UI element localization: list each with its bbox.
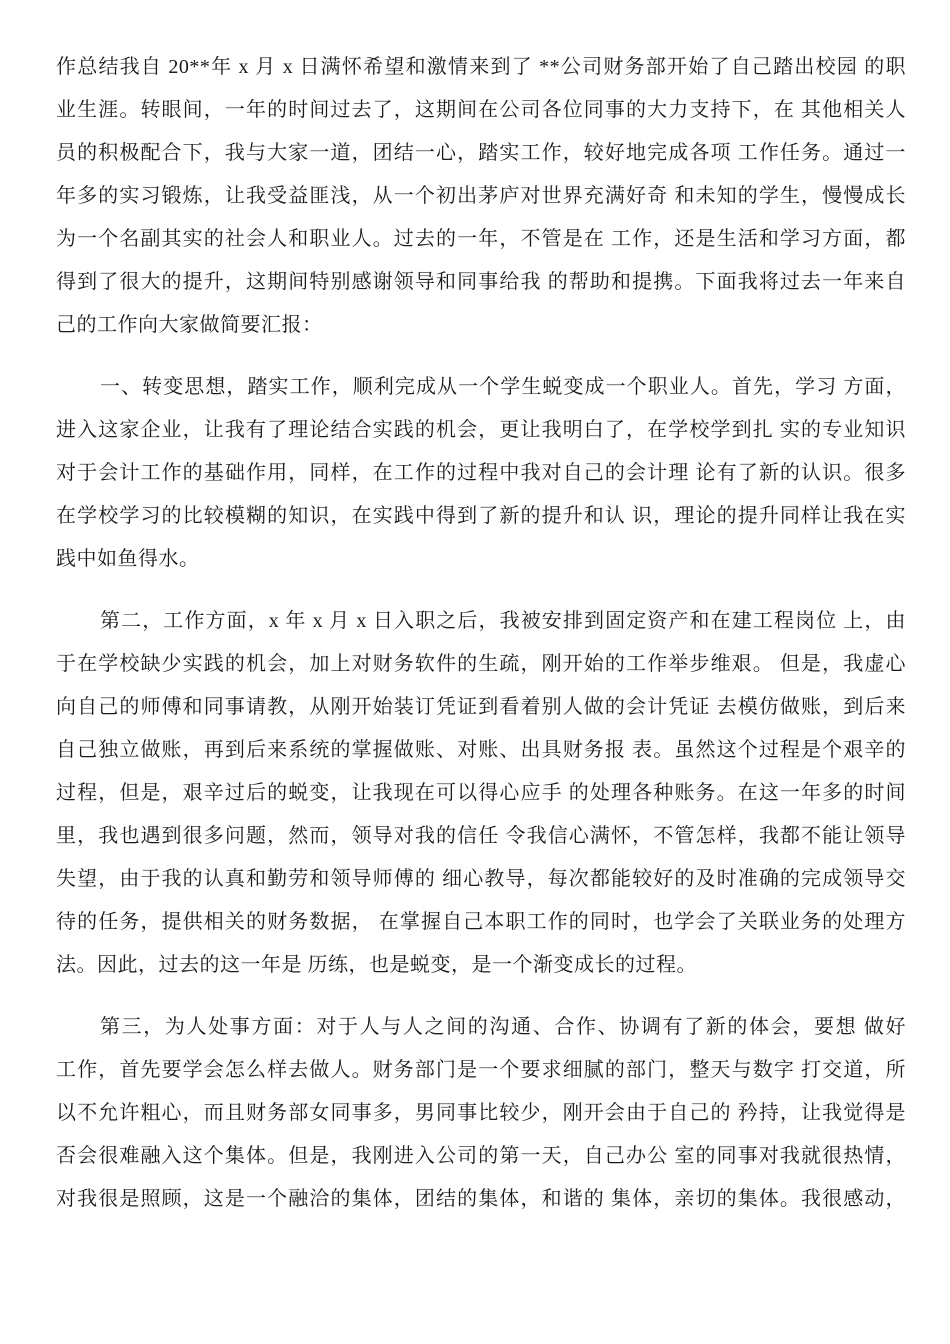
text-line: 里，我也遇到很多问题，然而，领导对我的信任 令我信心满怀，不管怎样，我都不能让领导 [56,825,906,847]
text-line: 向自己的师傅和同事请教，从刚开始装订凭证到看着别人做的会计凭证 去模仿做账，到后来 [56,696,906,718]
text-line: 第二，工作方面，x 年 x 月 x 日入职之后，我被安排到固定资产和在建工程岗位 上，由 [100,610,906,632]
text-line: 待的任务，提供相关的财务数据， 在掌握自己本职工作的同时，也学会了关联业务的处理方 [56,911,906,933]
text-line: 践中如鱼得水。 [56,548,200,570]
text-line: 业生涯。转眼间，一年的时间过去了，这期间在公司各位同事的大力支持下，在 其他相关人 [56,99,906,121]
text-line: 法。因此，过去的这一年是 历练，也是蜕变，是一个渐变成长的过程。 [56,954,697,976]
text-line: 年多的实习锻炼，让我受益匪浅，从一个初出茅庐对世界充满好奇 和未知的学生，慢慢成长 [56,185,906,207]
paragraph [56,366,906,581]
text-line: 一、转变思想，踏实工作，顺利完成从一个学生蜕变成一个职业人。首先，学习 方面， [100,376,906,398]
paragraph [56,1006,906,1221]
text-line: 以不允许粗心，而且财务部女同事多，男同事比较少，刚开会由于自己的 矜持，让我觉得是 [56,1102,906,1124]
text-line: 否会很难融入这个集体。但是，我刚进入公司的第一天，自己办公 室的同事对我就很热情， [56,1145,906,1167]
text-line: 己的工作向大家做简要汇报： [56,314,323,336]
text-line: 自己独立做账，再到后来系统的掌握做账、对账、出具财务报 表。虽然这个过程是个艰辛的 [56,739,906,761]
text-line: 第三，为人处事方面：对于人与人之间的沟通、合作、协调有了新的体会，要想 做好 [100,1016,906,1038]
text-line: 于在学校缺少实践的机会，加上对财务软件的生疏，刚开始的工作举步维艰。 但是，我虚心 [56,653,906,675]
paragraph [56,600,906,987]
text-line: 工作，首先要学会怎么样去做人。财务部门是一个要求细腻的部门，整天与数字 打交道，所 [56,1059,906,1081]
text-line: 失望，由于我的认真和勤劳和领导师傅的 细心教导，每次都能较好的及时准确的完成领导交 [56,868,906,890]
text-line: 为一个名副其实的社会人和职业人。过去的一年，不管是在 工作，还是生活和学习方面，都 [56,228,906,250]
text-line: 过程，但是，艰辛过后的蜕变，让我现在可以得心应手 的处理各种账务。在这一年多的时间 [56,782,906,804]
text-line: 对我很是照顾，这是一个融洽的集体，团结的集体，和谐的 集体，亲切的集体。我很感动， [56,1188,906,1210]
text-line: 在学校学习的比较模糊的知识，在实践中得到了新的提升和认 识，理论的提升同样让我在实 [56,505,906,527]
paragraph [56,46,906,347]
text-line: 进入这家企业，让我有了理论结合实践的机会，更让我明白了，在学校学到扎 实的专业知识 [56,419,906,441]
text-line: 得到了很大的提升，这期间特别感谢领导和同事给我 的帮助和提携。下面我将过去一年来自 [56,271,906,293]
text-line: 员的积极配合下，我与大家一道，团结一心，踏实工作，较好地完成各项 工作任务。通过一 [56,142,906,164]
text-line: 对于会计工作的基础作用，同样，在工作的过程中我对自己的会计理 论有了新的认识。很多 [56,462,906,484]
text-line: 作总结我自 20**年 x 月 x 日满怀希望和激情来到了 **公司财务部开始了自己踏出校园 的职 [56,56,906,78]
